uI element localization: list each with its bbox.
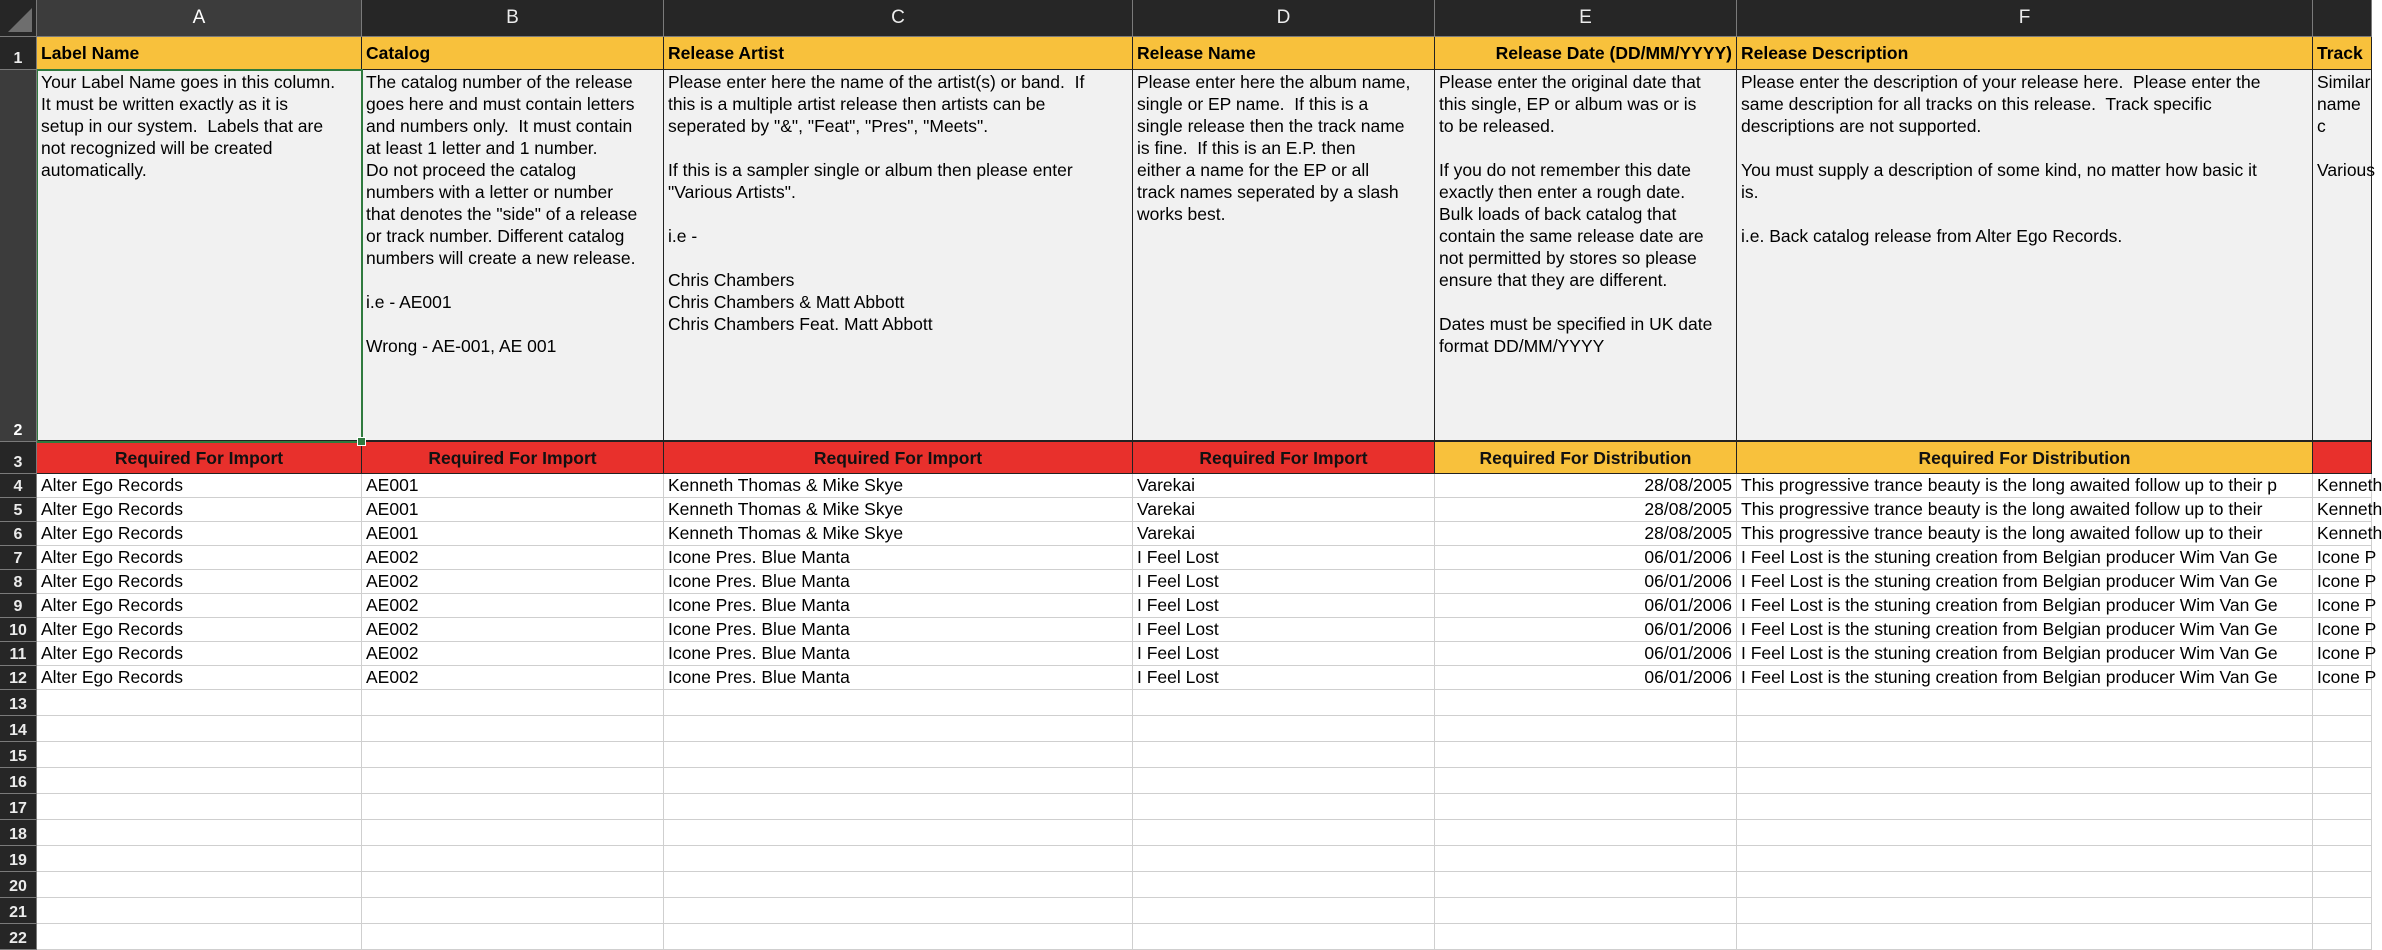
row-header-17[interactable] (0, 794, 37, 820)
empty-cell[interactable] (664, 794, 1133, 820)
empty-cell[interactable] (1133, 846, 1435, 872)
data-cell[interactable]: I Feel Lost (1133, 618, 1435, 642)
empty-cell[interactable] (1133, 924, 1435, 950)
empty-cell[interactable] (362, 924, 664, 950)
row-header-15[interactable] (0, 742, 37, 768)
data-cell[interactable]: Icone P (2313, 666, 2372, 690)
empty-cell[interactable] (1133, 716, 1435, 742)
data-cell[interactable]: Icone Pres. Blue Manta (664, 570, 1133, 594)
data-cell[interactable]: Icone Pres. Blue Manta (664, 618, 1133, 642)
data-cell[interactable]: Icone Pres. Blue Manta (664, 642, 1133, 666)
required-for-import-badge[interactable]: Required For Import (37, 442, 362, 474)
row-number: 15 (9, 748, 27, 765)
empty-cell[interactable] (1435, 794, 1737, 820)
data-cell[interactable]: Kenneth Thomas & Mike Skye (664, 474, 1133, 498)
column-header-e[interactable]: E (1435, 0, 1737, 37)
data-cell[interactable]: Kenneth (2313, 474, 2372, 498)
field-header-text: Release Description (1741, 43, 1909, 63)
empty-cell[interactable] (2313, 742, 2372, 768)
row-number: 6 (13, 526, 23, 543)
data-cell[interactable]: Kenneth (2313, 498, 2372, 522)
data-cell[interactable]: I Feel Lost (1133, 570, 1435, 594)
data-cell[interactable]: 28/08/2005 (1435, 474, 1737, 498)
field-header-release-artist[interactable] (664, 37, 1133, 70)
empty-cell[interactable] (37, 924, 362, 950)
field-description-e[interactable]: Please enter the original date that this single, EP or album was or is to be released. If you do not remember this date exactly then enter a rough date. Bulk loads of back catalog that contain the same release date are not permitted by stores so please ensure that they are different. Dates must be specified in UK date format DD/MM/YYYY (1435, 70, 1737, 442)
data-cell[interactable]: Icone P (2313, 642, 2372, 666)
data-cell[interactable]: Icone P (2313, 594, 2372, 618)
row-header-13[interactable] (0, 690, 37, 716)
empty-cell[interactable] (664, 768, 1133, 794)
empty-cell[interactable] (2313, 690, 2372, 716)
row-header-4[interactable] (0, 474, 37, 498)
row-header-19[interactable] (0, 846, 37, 872)
empty-cell[interactable] (362, 872, 664, 898)
empty-cell[interactable] (664, 716, 1133, 742)
row-header-12[interactable] (0, 666, 37, 690)
data-cell[interactable]: I Feel Lost (1133, 666, 1435, 690)
empty-cell[interactable] (362, 898, 664, 924)
data-cell[interactable]: AE001 (362, 474, 664, 498)
data-cell[interactable]: This progressive trance beauty is the long awaited follow up to their (1737, 522, 2313, 546)
empty-cell[interactable] (1737, 898, 2313, 924)
row-header-8[interactable] (0, 570, 37, 594)
data-cell[interactable]: I Feel Lost is the stuning creation from Belgian producer Wim Van Ge (1737, 666, 2313, 690)
empty-cell[interactable] (362, 794, 664, 820)
row-number: 21 (9, 904, 27, 921)
required-for-import-badge[interactable]: Required For Import (1133, 442, 1435, 474)
field-header-release-date-dd-mm-yyyy[interactable] (1435, 37, 1737, 70)
empty-cell[interactable] (664, 820, 1133, 846)
data-cell[interactable]: 28/08/2005 (1435, 522, 1737, 546)
data-cell[interactable]: Alter Ego Records (37, 594, 362, 618)
data-cell[interactable]: I Feel Lost (1133, 546, 1435, 570)
empty-cell[interactable] (1133, 742, 1435, 768)
data-cell[interactable]: This progressive trance beauty is the long awaited follow up to their (1737, 498, 2313, 522)
row-header-3[interactable] (0, 442, 37, 474)
data-cell[interactable]: I Feel Lost is the stuning creation from Belgian producer Wim Van Ge (1737, 594, 2313, 618)
data-cell[interactable]: Icone P (2313, 618, 2372, 642)
data-cell[interactable]: AE002 (362, 594, 664, 618)
data-cell[interactable]: AE001 (362, 498, 664, 522)
row-number: 13 (9, 696, 27, 713)
required-for-import-badge[interactable] (2313, 442, 2372, 474)
data-cell[interactable]: Icone Pres. Blue Manta (664, 594, 1133, 618)
data-cell[interactable]: Alter Ego Records (37, 618, 362, 642)
row-header-18[interactable] (0, 820, 37, 846)
row-header-22[interactable] (0, 924, 37, 950)
field-header-release-description[interactable] (1737, 37, 2313, 70)
field-header-catalog[interactable] (362, 37, 664, 70)
required-for-import-badge[interactable]: Required For Import (664, 442, 1133, 474)
field-header-text: Catalog (366, 43, 431, 63)
empty-cell[interactable] (1435, 924, 1737, 950)
empty-cell[interactable] (664, 846, 1133, 872)
data-cell[interactable]: 06/01/2006 (1435, 546, 1737, 570)
empty-cell[interactable] (1435, 690, 1737, 716)
data-cell[interactable]: I Feel Lost (1133, 642, 1435, 666)
empty-cell[interactable] (362, 768, 664, 794)
select-all-triangle-icon (8, 8, 32, 32)
data-cell[interactable]: AE002 (362, 546, 664, 570)
empty-cell[interactable] (2313, 768, 2372, 794)
empty-cell[interactable] (1435, 742, 1737, 768)
row-number: 4 (13, 478, 23, 495)
data-cell[interactable]: 06/01/2006 (1435, 594, 1737, 618)
empty-cell[interactable] (37, 898, 362, 924)
row-header-20[interactable] (0, 872, 37, 898)
data-cell[interactable]: Kenneth (2313, 522, 2372, 546)
data-cell[interactable]: Alter Ego Records (37, 666, 362, 690)
row-header-9[interactable] (0, 594, 37, 618)
data-cell[interactable]: I Feel Lost (1133, 594, 1435, 618)
field-description-partial[interactable]: Similar name c Various (2313, 70, 2372, 442)
empty-cell[interactable] (2313, 794, 2372, 820)
empty-cell[interactable] (362, 742, 664, 768)
data-cell[interactable]: Kenneth Thomas & Mike Skye (664, 498, 1133, 522)
data-cell[interactable]: Alter Ego Records (37, 546, 362, 570)
field-header-text: Track (2317, 43, 2363, 63)
data-cell[interactable]: I Feel Lost is the stuning creation from Belgian producer Wim Van Ge (1737, 570, 2313, 594)
empty-cell[interactable] (1737, 846, 2313, 872)
empty-cell[interactable] (664, 872, 1133, 898)
row-header-6[interactable] (0, 522, 37, 546)
required-for-distribution-badge[interactable]: Required For Distribution (1737, 442, 2313, 474)
field-header-text: Release Date (DD/MM/YYYY) (1495, 43, 1732, 63)
empty-cell[interactable] (37, 846, 362, 872)
field-header-label-name[interactable] (37, 37, 362, 70)
field-description-d[interactable]: Please enter here the album name, single or EP name. If this is a single release then the track name is fine. If this is an E.P. then either a name for the EP or all track names seperated by a slash works best. (1133, 70, 1435, 442)
data-cell[interactable]: 28/08/2005 (1435, 498, 1737, 522)
data-cell[interactable]: Icone P (2313, 570, 2372, 594)
field-header-text: Release Artist (668, 43, 785, 63)
empty-cell[interactable] (2313, 924, 2372, 950)
empty-cell[interactable] (1737, 742, 2313, 768)
field-header-release-name[interactable] (1133, 37, 1435, 70)
row-headers (0, 0, 37, 947)
row-number: 19 (9, 852, 27, 869)
row-number: 12 (9, 670, 27, 687)
data-cell[interactable]: 06/01/2006 (1435, 642, 1737, 666)
data-cell[interactable]: AE002 (362, 642, 664, 666)
empty-cell[interactable] (2313, 898, 2372, 924)
data-cell[interactable]: This progressive trance beauty is the long awaited follow up to their p (1737, 474, 2313, 498)
row-number: 11 (9, 646, 27, 663)
empty-cell[interactable] (1435, 872, 1737, 898)
row-header-2[interactable] (0, 70, 37, 442)
row-number: 3 (13, 454, 23, 471)
empty-cell[interactable] (664, 742, 1133, 768)
data-cell[interactable]: Varekai (1133, 474, 1435, 498)
row-number: 8 (13, 574, 23, 591)
column-headers (0, 0, 2372, 37)
data-cell[interactable]: Alter Ego Records (37, 570, 362, 594)
required-for-distribution-badge[interactable]: Required For Distribution (1435, 442, 1737, 474)
empty-cell[interactable] (664, 898, 1133, 924)
empty-cell[interactable] (1737, 820, 2313, 846)
empty-cell[interactable] (1737, 924, 2313, 950)
data-cell[interactable]: AE001 (362, 522, 664, 546)
empty-cell[interactable] (1737, 690, 2313, 716)
row-number: 18 (9, 826, 27, 843)
row-header-5[interactable] (0, 498, 37, 522)
row-header-11[interactable] (0, 642, 37, 666)
data-cell[interactable]: Icone Pres. Blue Manta (664, 546, 1133, 570)
empty-cell[interactable] (1133, 768, 1435, 794)
empty-cell[interactable] (2313, 716, 2372, 742)
row-header-1[interactable] (0, 37, 37, 70)
row-number: 2 (13, 422, 23, 439)
empty-cell[interactable] (1737, 872, 2313, 898)
data-cell[interactable]: Kenneth Thomas & Mike Skye (664, 522, 1133, 546)
field-description-b[interactable]: The catalog number of the release goes here and must contain letters and numbers only. It must contain at least 1 letter and 1 number. Do not proceed the catalog numbers with a letter or number that denotes the "side" of a release or track number. Different catalog numbers will create a new release. i.e - AE001 Wrong - AE-001, AE 001 (362, 70, 664, 442)
data-cell[interactable]: AE002 (362, 570, 664, 594)
data-cell[interactable]: I Feel Lost is the stuning creation from Belgian producer Wim Van Ge (1737, 618, 2313, 642)
field-header-text: Label Name (41, 43, 140, 63)
empty-cell[interactable] (2313, 820, 2372, 846)
data-cell[interactable]: AE002 (362, 618, 664, 642)
empty-cell[interactable] (362, 690, 664, 716)
row-header-21[interactable] (0, 898, 37, 924)
row-header-16[interactable] (0, 768, 37, 794)
empty-cell[interactable] (37, 716, 362, 742)
empty-cell[interactable] (37, 872, 362, 898)
empty-cell[interactable] (362, 820, 664, 846)
empty-cell[interactable] (1737, 794, 2313, 820)
column-header-d[interactable]: D (1133, 0, 1435, 37)
column-header-a[interactable]: A (37, 0, 362, 37)
data-cell[interactable]: Alter Ego Records (37, 474, 362, 498)
empty-cell[interactable] (1133, 898, 1435, 924)
data-cell[interactable]: AE002 (362, 666, 664, 690)
field-description-a[interactable]: Your Label Name goes in this column. It must be written exactly as it is setup in our system. Labels that are not recognized will be created automatically. (37, 70, 362, 442)
column-header-f[interactable]: F (1737, 0, 2313, 37)
empty-cell[interactable] (37, 742, 362, 768)
row-number: 20 (9, 878, 27, 895)
field-header-track[interactable] (2313, 37, 2372, 70)
data-cell[interactable]: 06/01/2006 (1435, 570, 1737, 594)
data-cell[interactable]: Alter Ego Records (37, 642, 362, 666)
row-number: 5 (13, 502, 23, 519)
empty-cell[interactable] (1435, 846, 1737, 872)
row-number: 9 (13, 598, 23, 615)
column-header-partial[interactable] (2313, 0, 2372, 37)
row-header-10[interactable] (0, 618, 37, 642)
row-number: 1 (13, 50, 23, 67)
empty-cell[interactable] (37, 820, 362, 846)
data-cell[interactable]: I Feel Lost is the stuning creation from Belgian producer Wim Van Ge (1737, 546, 2313, 570)
empty-cell[interactable] (1435, 820, 1737, 846)
row-number: 16 (9, 774, 27, 791)
column-header-b[interactable]: B (362, 0, 664, 37)
row-number: 17 (9, 800, 27, 817)
empty-cell[interactable] (1133, 690, 1435, 716)
empty-cell[interactable] (664, 690, 1133, 716)
empty-cell[interactable] (1133, 820, 1435, 846)
data-cell[interactable]: Icone Pres. Blue Manta (664, 666, 1133, 690)
row-header-7[interactable] (0, 546, 37, 570)
row-number: 10 (9, 622, 27, 639)
empty-cell[interactable] (1737, 768, 2313, 794)
empty-cell[interactable] (1133, 872, 1435, 898)
empty-cell[interactable] (1435, 768, 1737, 794)
data-cell[interactable]: Icone P (2313, 546, 2372, 570)
empty-cell[interactable] (37, 794, 362, 820)
field-header-text: Release Name (1137, 43, 1256, 63)
data-cell[interactable]: Alter Ego Records (37, 522, 362, 546)
field-description-f[interactable]: Please enter the description of your release here. Please enter the same description for all tracks on this release. Track specific descriptions are not supported. You must supply a description of some kind, no matter how basic it is. i.e. Back catalog release from Alter Ego Records. (1737, 70, 2313, 442)
data-cell[interactable]: Alter Ego Records (37, 498, 362, 522)
empty-cell[interactable] (37, 690, 362, 716)
empty-cell[interactable] (664, 924, 1133, 950)
empty-cell[interactable] (37, 768, 362, 794)
empty-cell[interactable] (1435, 898, 1737, 924)
empty-cell[interactable] (1133, 794, 1435, 820)
empty-cell[interactable] (2313, 846, 2372, 872)
row-number: 7 (13, 550, 23, 567)
empty-cell[interactable] (362, 846, 664, 872)
data-cell[interactable]: Varekai (1133, 498, 1435, 522)
empty-cell[interactable] (1435, 716, 1737, 742)
empty-cell[interactable] (1737, 716, 2313, 742)
row-number: 22 (9, 930, 27, 947)
column-header-c[interactable]: C (664, 0, 1133, 37)
data-cell[interactable]: 06/01/2006 (1435, 666, 1737, 690)
empty-cell[interactable] (362, 716, 664, 742)
row-header-14[interactable] (0, 716, 37, 742)
data-cell[interactable]: Varekai (1133, 522, 1435, 546)
required-for-import-badge[interactable]: Required For Import (362, 442, 664, 474)
empty-cell[interactable] (2313, 872, 2372, 898)
data-cell[interactable]: I Feel Lost is the stuning creation from Belgian producer Wim Van Ge (1737, 642, 2313, 666)
select-all-corner[interactable] (0, 0, 37, 37)
row-number: 14 (9, 722, 27, 739)
field-description-c[interactable]: Please enter here the name of the artist(s) or band. If this is a multiple artist release then artists can be seperated by "&", "Feat", "Pres", "Meets". If this is a sampler single or album then please enter "Various Artists". i.e - Chris Chambers Chris Chambers & Matt Abbott Chris Chambers Feat. Matt Abbott (664, 70, 1133, 442)
data-cell[interactable]: 06/01/2006 (1435, 618, 1737, 642)
